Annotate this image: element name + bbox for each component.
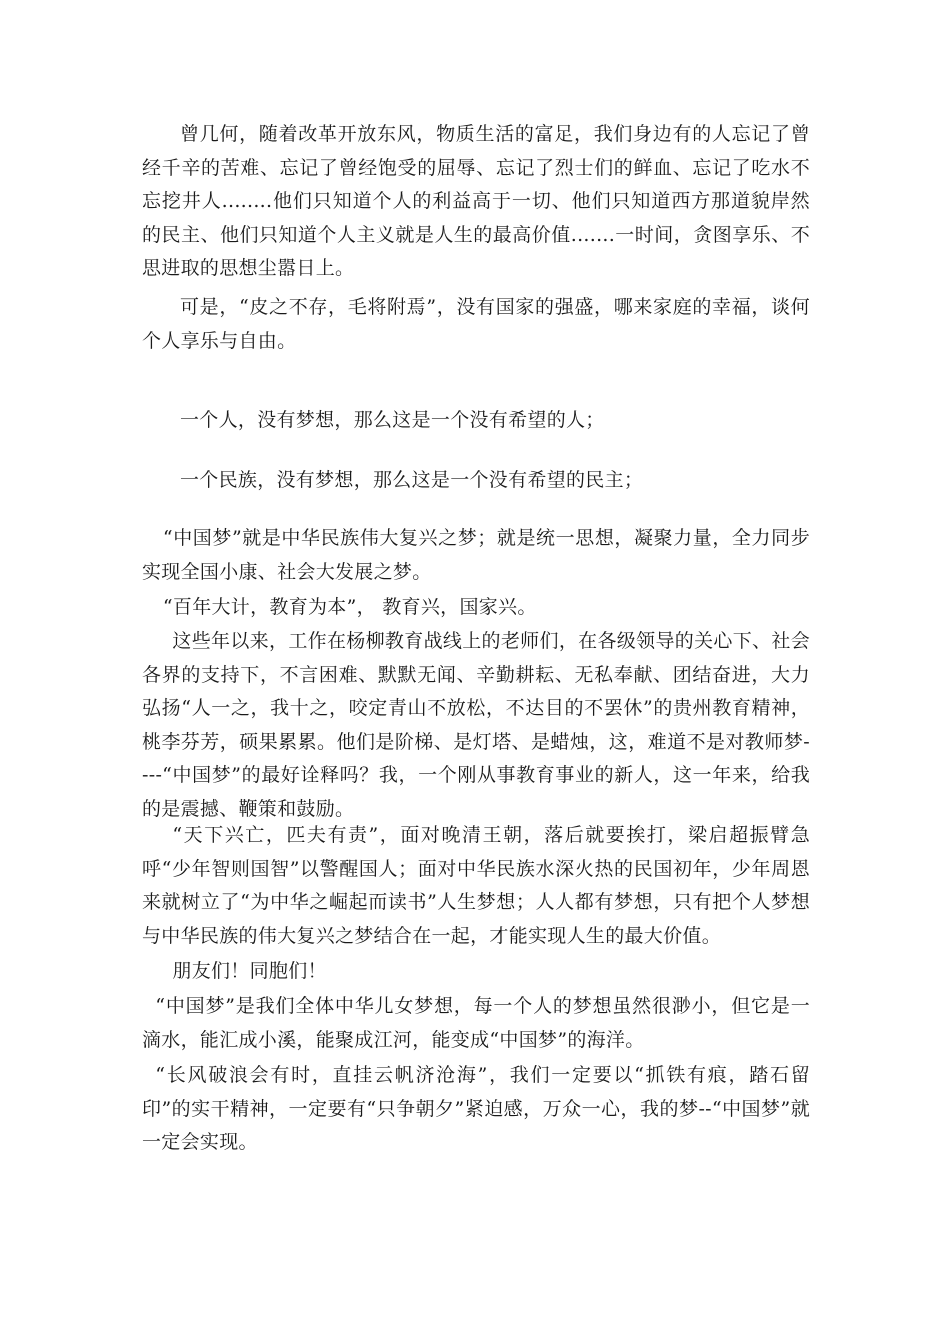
paragraph-11: “长风破浪会有时，直挂云帆济沧海”，我们一定要以“抓铁有痕，踏石留印”的实干精神，一定要有“只争朝夕”紧迫感，万众一心，我的梦--“中国梦”就一定会实现。 (142, 1064, 810, 1153)
paragraph-1: 曾几何，随着改革开放东风，物质生活的富足，我们身边有的人忘记了曾经千辛的苦难、忘记了曾经饱受的屈辱、忘记了烈士们的鲜血、忘记了吃水不忘挖井人........他们只知道个人的利益高于一切、他们只知道西方那道貌岸然的民主、他们只知道个人主义就是人生的最高价值.......一时间，贪图享乐、不思进取的思想尘嚣日上。 (142, 123, 810, 279)
paragraph-7: 这些年以来，工作在杨柳教育战线上的老师们，在各级领导的关心下、社会各界的支持下，不言困难、默默无闻、辛勤耕耘、无私奉献、团结奋进，大力弘扬“人一之，我十之，咬定青山不放松，不达目的不罢休”的贵州教育精神，桃李芬芳，硕果累累。他们是阶梯、是灯塔、是蜡烛，这，难道不是对教师梦----“中国梦”的最好诠释吗？我，一个刚从事教育事业的新人，这一年来，给我的是震撼、鞭策和鼓励。 (142, 630, 810, 820)
paragraph-5: “中国梦”就是中华民族伟大复兴之梦；就是统一思想，凝聚力量，全力同步实现全国小康、社会大发展之梦。 (142, 527, 810, 583)
paragraph-6: “百年大计，教育为本”， 教育兴，国家兴。 (162, 596, 537, 618)
paragraph-9: 朋友们！同胞们！ (172, 960, 327, 982)
paragraph-4: 一个民族，没有梦想，那么这是一个没有希望的民主； (180, 469, 644, 491)
paragraph-10: “中国梦”是我们全体中华儿女梦想，每一个人的梦想虽然很渺小，但它是一滴水，能汇成小溪，能聚成江河，能变成“中国梦”的海洋。 (142, 995, 810, 1051)
paragraph-8: “天下兴亡，匹夫有责”，面对晚清王朝，落后就要挨打，梁启超振臂急呼“少年智则国智”以警醒国人；面对中华民族水深火热的民国初年，少年周恩来就树立了“为中华之崛起而读书”人生梦想；人人都有梦想，只有把个人梦想与中华民族的伟大复兴之梦结合在一起，才能实现人生的最大价值。 (142, 824, 810, 947)
paragraph-2: 可是，“皮之不存，毛将附焉”，没有国家的强盛，哪来家庭的幸福，谈何个人享乐与自由。 (142, 296, 810, 352)
paragraph-3: 一个人，没有梦想，那么这是一个没有希望的人； (180, 409, 605, 431)
